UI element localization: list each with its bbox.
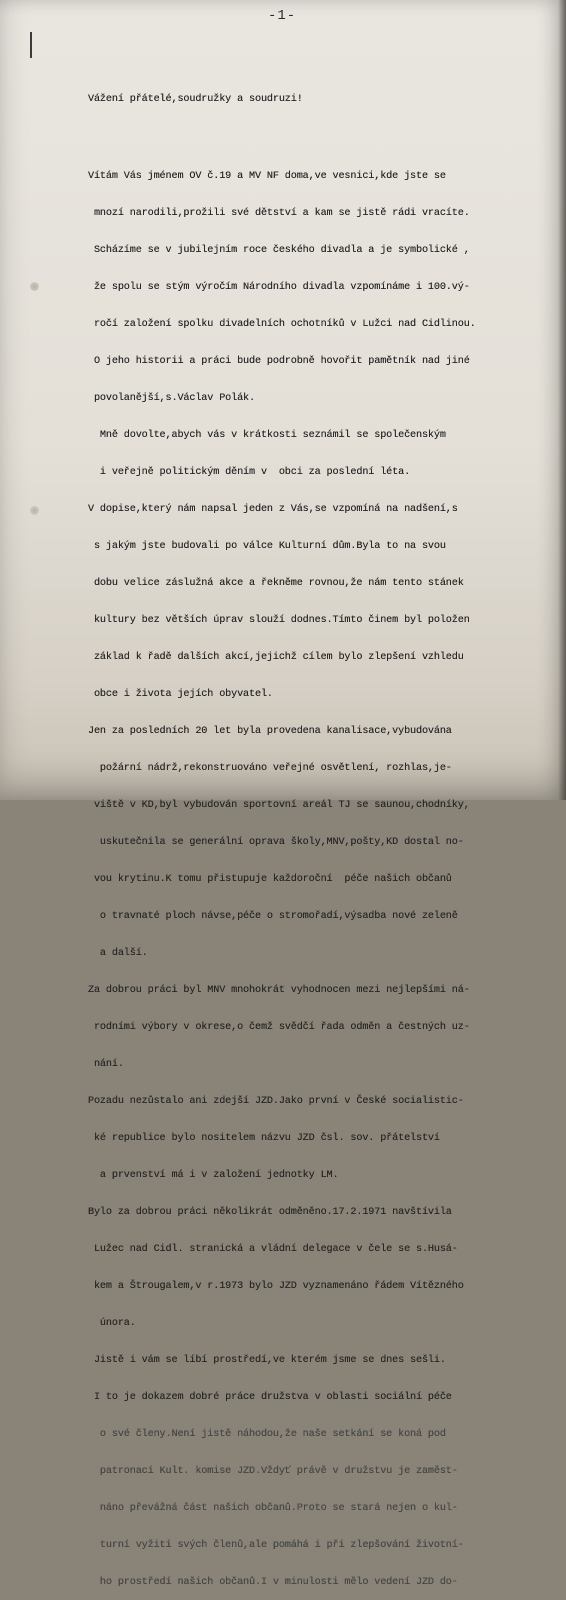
text-line: ročí založení spolku divadelních ochotníků v Lužci nad Cidlinou. (88, 319, 476, 330)
text-line: a prvenství má i v založení jednotky LM. (88, 1170, 339, 1181)
text-line: I to je dokazem dobré práce družstva v oblasti sociální péče (88, 1392, 452, 1403)
text-line: Vítám Vás jménem OV č.19 a MV NF doma,ve vesnici,kde jste se (88, 171, 446, 182)
text-line: Bylo za dobrou práci několikrát odměněno.17.2.1971 navštívila (88, 1207, 452, 1218)
text-line: i veřejně politickým děním v obci za poslední léta. (88, 467, 411, 478)
text-line: Mně dovolte,abych vás v krátkosti seznámil se společenským (88, 430, 446, 441)
text-line: s jakým jste budovali po válce Kulturní dům.Byla to na svou (88, 541, 446, 552)
text-line: února. (88, 1318, 136, 1329)
punch-hole (30, 506, 39, 515)
margin-mark (30, 32, 32, 58)
text-line: Jen za posledních 20 let byla provedena kanalisace,vybudována (88, 726, 452, 737)
text-line: patronací Kult. komise JZD.Vždyť právě v družstvu je zaměst- (88, 1466, 458, 1477)
text-line: Pozadu nezůstalo ani zdejší JZD.Jako první v České socialistic- (88, 1096, 464, 1107)
text-line: vou krytinu.K tomu přistupuje každoroční péče našich občanů (88, 874, 452, 885)
text-line: uskutečnila se generální oprava školy,MNV,pošty,KD dostal no- (88, 837, 464, 848)
text-line: a další. (88, 948, 148, 959)
text-line: že spolu se stým výročím Národního divadla vzpomínáme i 100.vý- (88, 282, 470, 293)
text-line: V dopise,který nám napsal jeden z Vás,se vzpomíná na nadšení,s (88, 504, 458, 515)
text-line: nání. (88, 1059, 124, 1070)
text-line: turní vyžití svých členů,ale pomáhá i při zlepšování životní- (88, 1540, 464, 1551)
text-line: základ k řadě dalších akcí,jejichž cílem bylo zlepšení vzhledu (88, 652, 464, 663)
greeting-line: Vážení přátelé,soudružky a soudruzi! (88, 94, 303, 105)
text-line: kem a Štrougalem,v r.1973 bylo JZD vyznamenáno řádem Vítězného (88, 1281, 464, 1292)
text-line: o své členy.Není jistě náhodou,že naše setkání se koná pod (88, 1429, 446, 1440)
document-body (88, 70, 528, 1600)
text-line: obce i života jejích obyvatel. (88, 689, 273, 700)
page-number: -1- (268, 8, 297, 24)
text-line: mnozí narodili,prožili své dětství a kam se jistě rádi vracíte. (88, 208, 470, 219)
text-line: náno převážná část našich občanů.Proto se stará nejen o kul- (88, 1503, 458, 1514)
text-line: rodními výbory v okrese,o čemž svědčí řada odměn a čestných uz- (88, 1022, 470, 1033)
text-line: povolanější,s.Václav Polák. (88, 393, 255, 404)
text-line: o travnaté ploch návse,péče o stromořadí,výsadba nové zeleně (88, 911, 458, 922)
paragraph-gap (88, 129, 528, 147)
text-line: Scházíme se v jubilejním roce českého divadla a je symbolické , (88, 245, 470, 256)
text-line: Za dobrou práci byl MNV mnohokrát vyhodnocen mezi nejlepšími ná- (88, 985, 470, 996)
page-edge-shadow (558, 0, 566, 800)
text-line: dobu velice záslužná akce a řekněme rovnou,že nám tento stánek (88, 578, 464, 589)
punch-hole (30, 282, 39, 291)
text-line: požární nádrž,rekonstruováno veřejné osvětlení, rozhlas,je- (88, 763, 452, 774)
text-line: ho prostředí našich občanů.I v minulosti mělo vedení JZD do- (88, 1577, 458, 1588)
text-line: Jistě i vám se líbí prostředí,ve kterém jsme se dnes sešli. (88, 1355, 446, 1366)
text-line: O jeho historii a práci bude podrobně hovořit pamětník nad jiné (88, 356, 470, 367)
text-line: kultury bez větších úprav slouží dodnes.Tímto činem byl položen (88, 615, 470, 626)
text-line: ké republice bylo nositelem názvu JZD čsl. sov. přátelství (88, 1133, 440, 1144)
text-line: Lužec nad Cidl. stranická a vládní delegace v čele se s.Husá- (88, 1244, 458, 1255)
text-line: viště v KD,byl vybudován sportovní areál TJ se saunou,chodníky, (88, 800, 470, 811)
